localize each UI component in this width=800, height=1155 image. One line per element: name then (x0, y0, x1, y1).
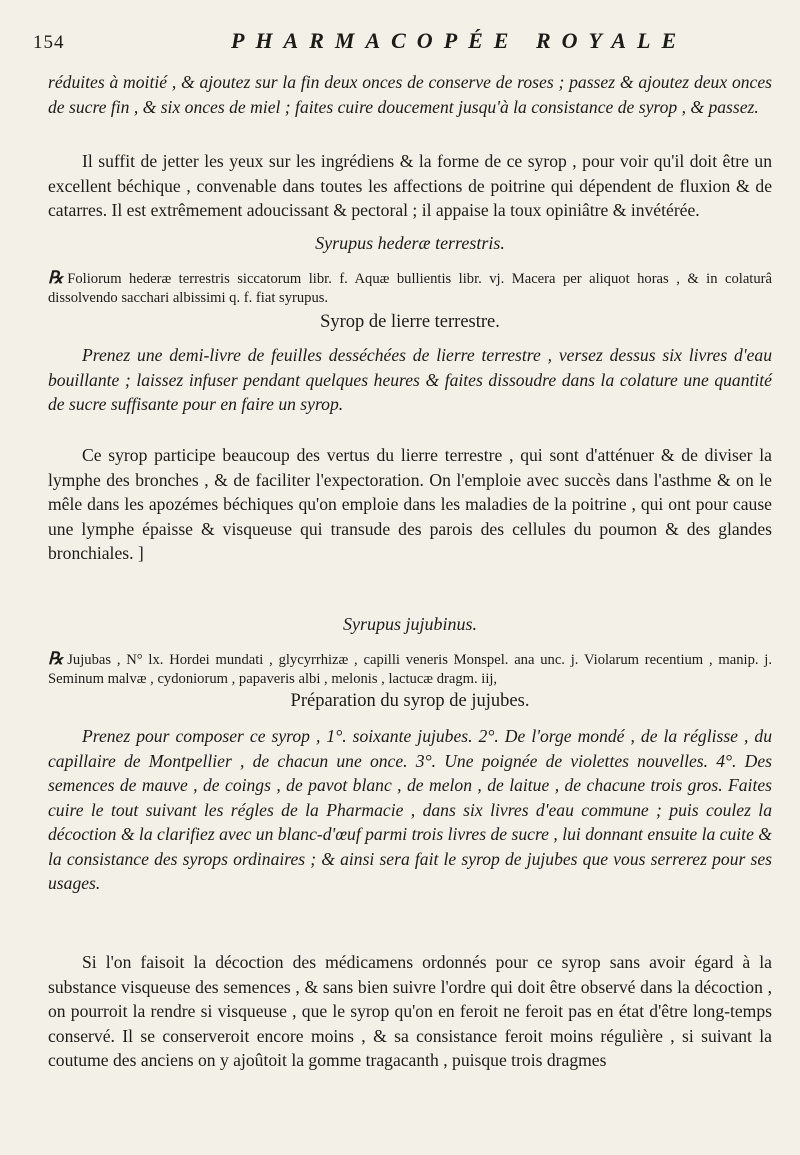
latin-recipe-text: Foliorum hederæ terrestris siccatorum libr. f. Aquæ bullientis libr. vj. Macera per aliquot horas , & in colaturâ dissolvendo sacchari albissimi q. f. fiat syrupus. (48, 271, 772, 306)
commentary-paragraph: Si l'on faisoit la décoction des médicamens ordonnés pour ce syrop sans avoir égard à la substance visqueuse des semences , & sans bien suivre l'ordre qui doit être observé dans la décoction , on pourroit la rendre si visqueuse , que le syrop qu'on en feroit ne feroit pas en état d'être long-temps conservé. Il se conserveroit encore moins , & sa consistance feroit moins régulière , si suivant la coutume des anciens on y ajoûtoit la gomme tragacanth , puisque trois dragmes (48, 952, 772, 1070)
page-header (33, 26, 773, 60)
recipe-continuation: réduites à moitié , & ajoutez sur la fin deux onces de conserve de roses ; passez & ajoutez deux onces de sucre fin , & six onces de miel ; faites cuire doucement jusqu'à la consistance de syrop , & passez. (48, 72, 772, 117)
latin-recipe-title: Syrupus hederæ terrestris. (315, 233, 505, 253)
french-recipe: Prenez une demi-livre de feuilles desséchées de lierre terrestre , versez dessus six livres d'eau bouillante ; laissez infuser pendant quelques heures & faites dissoudre dans la colature une quantité de sucre suffisante pour en faire un syrop. (48, 345, 772, 414)
commentary-paragraph: Il suffit de jetter les yeux sur les ingrédiens & la forme de ce syrop , pour voir qu'il doit être un excellent béchique , convenable dans toutes les affections de poitrine qui dépendent de fluxion & de catarres. Il est extrêmement adoucissant & pectoral ; il appaise la toux opiniâtre & invétérée. (48, 151, 772, 220)
french-recipe-title: Préparation du syrop de jujubes. (290, 691, 530, 711)
latin-recipe (48, 268, 772, 308)
commentary-paragraph: Ce syrop participe beaucoup des vertus du lierre terrestre , qui sont d'atténuer & de diviser la lymphe des bronches , & de faciliter l'expectoration. On l'emploie avec succès dans l'asthme & on le mêle dans les apozémes béchiques qu'on emploie dans les maladies de la poitrine , qui ont pour cause une lymphe épaisse & visqueuse qui transude des parois des cellules du poumon & des glandes bronchiales. ] (48, 445, 772, 563)
recipe-symbol-icon: ℞ (48, 268, 64, 287)
french-recipe-title: Syrop de lierre terrestre. (320, 312, 500, 332)
recipe-symbol-icon: ℞ (48, 649, 64, 668)
latin-recipe (48, 649, 772, 689)
page-number: 154 (33, 32, 65, 53)
french-recipe: Prenez pour composer ce syrop , 1°. soixante jujubes. 2°. De l'orge mondé , de la réglisse , du capillaire de Montpellier , de chacun une once. 3°. Une poignée de violettes nouvelles. 4°. Des semences de mauve , de coings , de pavot blanc , de melon , de laitue , de chacune trois gros. Faites cuire le tout suivant les régles de la Pharmacie , dans six livres d'eau commune ; puis coulez la décoction & la clarifiez avec un blanc-d'œuf parmi trois livres de sucre , lui donnant ensuite la cuite & la consistance des syrops ordinaires ; & ainsi sera fait le syrop de jujubes que vous serrerez pour ses usages. (48, 726, 772, 893)
latin-recipe-title: Syrupus jujubinus. (342, 614, 477, 634)
latin-recipe-text: Jujubas , N° lx. Hordei mundati , glycyrrhizæ , capilli veneris Monspel. ana unc. j. Violarum recentium , manip. j. Seminum malvæ , cydoniorum , papaveris albi , melonis , lactucæ dragm. iij, (48, 652, 772, 687)
running-title: PHARMACOPÉE ROYALE (231, 28, 688, 53)
